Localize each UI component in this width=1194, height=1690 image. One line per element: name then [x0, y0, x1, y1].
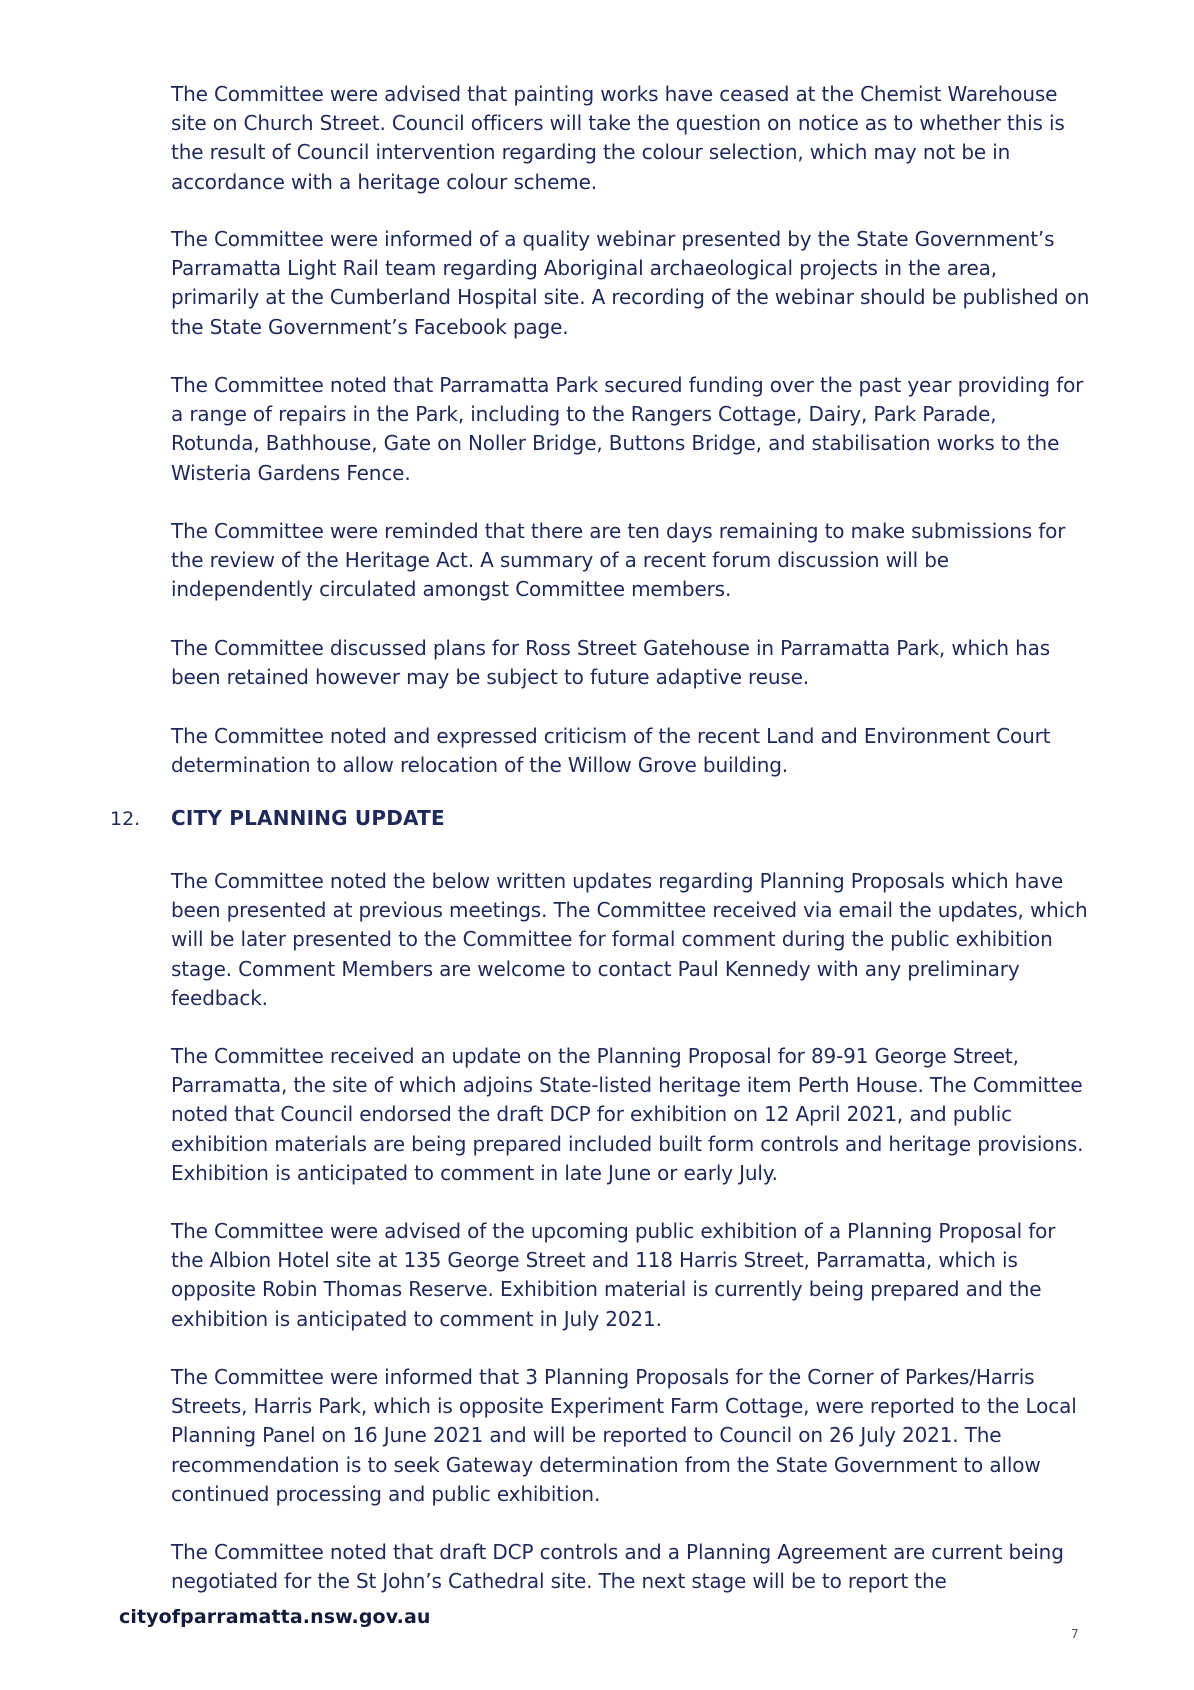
- paragraph-heritage-act-review: The Committee were reminded that there are ten days remaining to make submissions for the review of the Heritage Act. A summary of a recent forum discussion will be independently circulated amongst Committee members.: [171, 519, 1066, 602]
- paragraph-parramatta-park-funding: The Committee noted that Parramatta Park secured funding over the past year providing for a range of repairs in the Park, including to the Rangers Cottage, Dairy, Park Parade, Rotunda, Bathhouse, Gate on Noller Bridge, Buttons Bridge, and stabilisation works to the Wisteria Gardens Fence.: [171, 373, 1084, 485]
- paragraph-planning-updates-intro: The Committee noted the below written updates regarding Planning Proposals which have been presented at previous meetings. The Committee received via email the updates, which will be later presented to the Committee for formal comment during the public exhibition stage. Comment Members are welcome to contact Paul Kennedy with any preliminary feedback.: [171, 869, 1088, 1010]
- page-number: 7: [1071, 1627, 1079, 1641]
- footer-website: cityofparramatta.nsw.gov.au: [119, 1606, 431, 1628]
- paragraph-st-johns-cathedral: The Committee noted that draft DCP controls and a Planning Agreement are current being negotiated for the St John’s Cathedral site. The next stage will be to report the: [171, 1540, 1064, 1594]
- section-number: 12.: [110, 808, 141, 830]
- paragraph-george-street-proposal: The Committee received an update on the Planning Proposal for 89-91 George Street, Parramatta, the site of which adjoins State-listed heritage item Perth House. The Committee noted that Council endorsed the draft DCP for exhibition on 12 April 2021, and public exhibition materials are being prepared included built form controls and heritage provisions. Exhibition is anticipated to comment in late June or early July.: [171, 1044, 1084, 1185]
- paragraph-willow-grove: The Committee noted and expressed criticism of the recent Land and Environment Court determination to allow relocation of the Willow Grove building.: [171, 724, 1051, 778]
- section-heading: [110, 806, 445, 836]
- paragraph-harris-park-proposals: The Committee were informed that 3 Planning Proposals for the Corner of Parkes/Harris Streets, Harris Park, which is opposite Experiment Farm Cottage, were reported to the Local Planning Panel on 16 June 2021 and will be reported to Council on 26 July 2021. The recommendation is to seek Gateway determination from the State Government to allow continued processing and public exhibition.: [171, 1365, 1077, 1506]
- paragraph-ross-street-gatehouse: The Committee discussed plans for Ross Street Gatehouse in Parramatta Park, which has been retained however may be subject to future adaptive reuse.: [171, 636, 1050, 690]
- paragraph-chemist-warehouse: The Committee were advised that painting works have ceased at the Chemist Warehouse site on Church Street. Council officers will take the question on notice as to whether this is the result of Council intervention regarding the colour selection, which may not be in accordance with a heritage colour scheme.: [171, 82, 1065, 194]
- section-title: CITY PLANNING UPDATE: [171, 806, 445, 830]
- paragraph-albion-hotel: The Committee were advised of the upcoming public exhibition of a Planning Proposal for the Albion Hotel site at 135 George Street and 118 Harris Street, Parramatta, which is opposite Robin Thomas Reserve. Exhibition material is currently being prepared and the exhibition is anticipated to comment in July 2021.: [171, 1219, 1056, 1331]
- paragraph-light-rail-webinar: The Committee were informed of a quality webinar presented by the State Government’s Parramatta Light Rail team regarding Aboriginal archaeological projects in the area, primarily at the Cumberland Hospital site. A recording of the webinar should be published on the State Government’s Facebook page.: [171, 227, 1090, 339]
